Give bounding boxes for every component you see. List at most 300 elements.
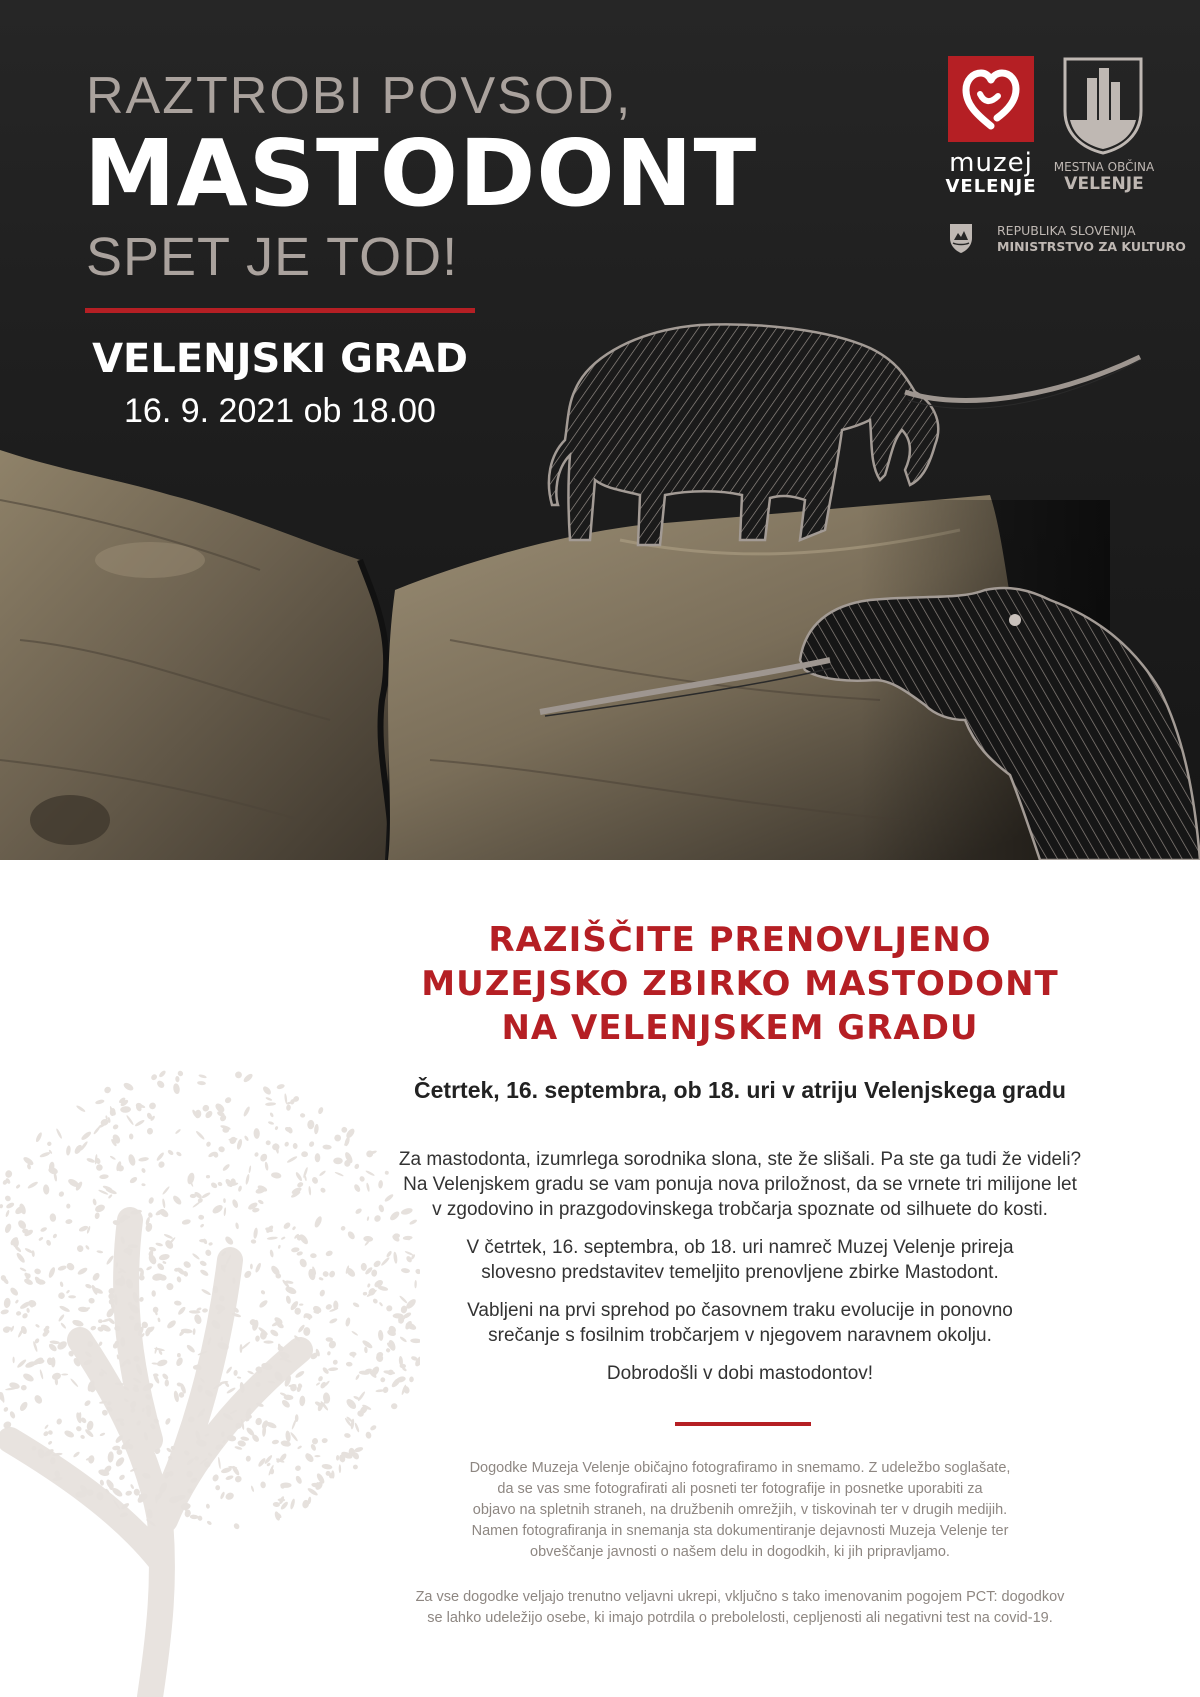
- tree-speckle: [83, 1399, 91, 1407]
- tree-speckle: [66, 1203, 70, 1208]
- tree-speckle: [162, 1260, 167, 1264]
- tree-speckle: [282, 1221, 291, 1230]
- pct-note: [390, 1587, 1090, 1629]
- tree-speckle: [158, 1253, 170, 1261]
- tree-speckle: [141, 1183, 146, 1186]
- tree-speckle: [223, 1198, 226, 1203]
- headline-mastodont: MASTODONT: [84, 120, 758, 227]
- tree-speckle: [9, 1410, 16, 1419]
- tree-speckle: [206, 1520, 212, 1526]
- tree-speckle: [294, 1370, 305, 1379]
- tree-speckle: [193, 1313, 203, 1325]
- tree-speckle: [250, 1485, 254, 1492]
- tree-speckle: [21, 1312, 29, 1319]
- tree-speckle: [226, 1387, 236, 1395]
- tree-speckle: [126, 1115, 135, 1126]
- tree-speckle: [284, 1141, 290, 1147]
- tree-speckle: [199, 1260, 207, 1267]
- tree-speckle: [223, 1207, 226, 1216]
- tree-speckle: [258, 1299, 269, 1309]
- tree-speckle: [182, 1260, 192, 1269]
- note-line: objavo na spletnih straneh, na družbenih omrežjih, v tiskovinah ter v drugih medijih.: [472, 1502, 1008, 1518]
- tree-speckle: [31, 1250, 35, 1257]
- tree-speckle: [316, 1382, 321, 1386]
- tree-speckle: [382, 1386, 389, 1394]
- text-line: Za mastodonta, izumrlega sorodnika slona, ste že slišali. Pa ste ga tudi že videli?: [398, 1149, 1082, 1170]
- tree-speckle: [318, 1277, 323, 1281]
- tree-speckle: [66, 1289, 71, 1294]
- tree-speckle: [222, 1163, 231, 1172]
- tree-speckle: [158, 1070, 167, 1079]
- tree-speckle: [333, 1134, 342, 1143]
- tree-speckle: [257, 1199, 264, 1205]
- tree-speckle: [289, 1498, 295, 1510]
- tree-speckle: [156, 1079, 166, 1089]
- tree-speckle: [281, 1399, 292, 1409]
- headline-line1: RAZTROBI POVSOD,: [86, 67, 633, 125]
- tree-speckle: [166, 1319, 178, 1330]
- tree-speckle: [299, 1395, 306, 1406]
- tree-speckle: [300, 1113, 306, 1118]
- tree-speckle: [269, 1112, 274, 1118]
- tree-speckle: [361, 1263, 367, 1271]
- tree-speckle: [268, 1121, 275, 1126]
- tree-speckle: [311, 1437, 318, 1445]
- tree-speckle: [308, 1186, 311, 1196]
- tree-speckle: [285, 1295, 291, 1304]
- tree-speckle: [55, 1128, 62, 1139]
- tree-speckle: [294, 1465, 301, 1472]
- tree-speckle: [206, 1503, 211, 1509]
- tree-speckle: [322, 1392, 330, 1404]
- tree-speckle: [297, 1445, 302, 1450]
- note-line: da se vas sme fotografirati ali posneti ter fotografije in posnetke uporabiti za: [497, 1481, 983, 1497]
- tree-speckle: [192, 1328, 195, 1335]
- tree-speckle: [341, 1126, 348, 1133]
- tree-speckle: [267, 1236, 278, 1240]
- tree-speckle: [217, 1181, 223, 1187]
- tree-speckle: [198, 1214, 204, 1220]
- tree-speckle: [294, 1308, 301, 1315]
- tree-speckle: [329, 1317, 338, 1324]
- tree-speckle: [276, 1083, 285, 1090]
- tree-speckle: [233, 1522, 241, 1530]
- tree-speckle: [87, 1489, 94, 1496]
- tree-speckle: [271, 1439, 279, 1445]
- tree-speckle: [254, 1262, 262, 1273]
- paragraph-invite: [370, 1298, 1110, 1348]
- tree-speckle: [359, 1175, 366, 1182]
- text-line: Na Velenjskem gradu se vam ponuja nova priložnost, da se vrnete tri milijone let: [403, 1174, 1077, 1195]
- tree-speckle: [200, 1223, 205, 1228]
- tree-speckle: [237, 1440, 247, 1448]
- tree-speckle: [296, 1181, 304, 1188]
- city-crest-icon: [1062, 56, 1144, 156]
- tree-speckle: [365, 1431, 372, 1439]
- tree-speckle: [281, 1236, 286, 1240]
- tree-speckle: [265, 1097, 272, 1102]
- tree-speckle: [247, 1370, 254, 1375]
- tree-speckle: [172, 1083, 180, 1095]
- tree-speckle: [224, 1096, 233, 1104]
- tree-speckle: [156, 1358, 168, 1367]
- muzej-velenje-word: VELENJE: [945, 176, 1037, 197]
- tree-speckle: [146, 1265, 153, 1271]
- tree-speckle: [156, 1151, 165, 1161]
- paragraph-intro: [370, 1147, 1110, 1222]
- tree-speckle: [260, 1481, 266, 1488]
- tree-speckle: [355, 1374, 360, 1381]
- tree-speckle: [68, 1295, 76, 1298]
- tree-speckle: [34, 1268, 42, 1275]
- tree-speckle: [58, 1190, 65, 1197]
- tree-speckle: [176, 1276, 182, 1283]
- tree-speckle: [340, 1225, 347, 1231]
- tree-speckle: [88, 1297, 95, 1304]
- tree-speckle: [317, 1375, 324, 1382]
- tree-speckle: [295, 1171, 303, 1182]
- tree-speckle: [76, 1104, 86, 1112]
- tree-speckle: [5, 1387, 17, 1391]
- tree-speckle: [164, 1417, 171, 1425]
- tree-speckle: [332, 1359, 338, 1366]
- headline-line3: SPET JE TOD!: [86, 227, 459, 287]
- tree-speckle: [292, 1226, 297, 1231]
- tree-speckle: [22, 1372, 35, 1383]
- tree-speckle: [259, 1330, 267, 1340]
- tree-speckle: [211, 1473, 219, 1482]
- tree-speckle: [295, 1414, 299, 1422]
- tree-speckle: [151, 1290, 156, 1297]
- tree-speckle: [231, 1199, 239, 1209]
- text-line: V četrtek, 16. septembra, ob 18. uri namreč Muzej Velenje prireja: [466, 1237, 1014, 1258]
- tree-speckle: [325, 1250, 334, 1258]
- ministry-line1: REPUBLIKA SLOVENIJA: [997, 223, 1136, 238]
- tree-speckle: [95, 1099, 105, 1105]
- tree-speckle: [96, 1250, 103, 1254]
- tree-speckle: [173, 1390, 180, 1402]
- paragraph-event: [370, 1235, 1110, 1285]
- tree-speckle: [295, 1475, 303, 1485]
- tree-speckle: [5, 1210, 10, 1218]
- tree-speckle: [208, 1242, 213, 1246]
- tree-speckle: [304, 1452, 316, 1464]
- tree-speckle: [109, 1155, 116, 1160]
- tree-speckle: [270, 1468, 274, 1474]
- tree-speckle: [192, 1252, 201, 1260]
- title-line: NA VELENJSKEM GRADU: [501, 1008, 979, 1048]
- tree-speckle: [328, 1270, 336, 1278]
- tree-speckle: [35, 1132, 43, 1143]
- tree-speckle: [303, 1327, 311, 1336]
- heart-logo-icon: [948, 56, 1034, 142]
- tree-speckle: [15, 1299, 20, 1304]
- tree-illustration: [0, 1040, 420, 1697]
- obcina-word: MESTNA OBČINA: [1053, 160, 1155, 174]
- text-line: v zgodovino in prazgodovinskega trobčarja spoznate od silhuete do kosti.: [432, 1199, 1048, 1220]
- tree-speckle: [114, 1456, 126, 1468]
- tree-speckle: [264, 1161, 269, 1170]
- tree-speckle: [148, 1101, 157, 1110]
- tree-speckle: [47, 1266, 56, 1278]
- tree-speckle: [369, 1424, 377, 1431]
- tree-speckle: [201, 1288, 212, 1296]
- tree-speckle: [269, 1328, 279, 1337]
- tree-speckle: [18, 1400, 29, 1412]
- tree-speckle: [26, 1308, 30, 1314]
- tree-speckle: [354, 1422, 360, 1432]
- tree-speckle: [59, 1305, 71, 1313]
- tree-speckle: [197, 1081, 206, 1086]
- tree-speckle: [56, 1418, 63, 1426]
- obcina-velenje-word: VELENJE: [1064, 174, 1144, 194]
- tree-speckle: [12, 1357, 14, 1364]
- tree-speckle: [210, 1181, 218, 1189]
- tree-speckle: [3, 1297, 11, 1308]
- tree-speckle: [138, 1156, 149, 1162]
- tree-speckle: [49, 1213, 56, 1222]
- tree-speckle: [186, 1344, 196, 1354]
- tree-speckle: [177, 1353, 181, 1357]
- text-line: srečanje s fosilnim trobčarjem v njegovem naravnem okolju.: [488, 1325, 992, 1346]
- tree-speckle: [321, 1438, 328, 1444]
- tree-speckle: [278, 1245, 281, 1249]
- tree-speckle: [9, 1286, 20, 1297]
- tree-speckle: [0, 1204, 4, 1209]
- tree-speckle: [190, 1514, 199, 1519]
- tree-speckle: [201, 1191, 211, 1199]
- tree-speckle: [204, 1249, 212, 1257]
- event-datetime: 16. 9. 2021 ob 18.00: [124, 392, 436, 430]
- note-line: Dogodke Muzeja Velenje običajno fotografiramo in snemamo. Z udeležbo soglašate,: [469, 1460, 1011, 1476]
- tree-speckle: [255, 1335, 260, 1342]
- tree-speckle: [219, 1491, 225, 1500]
- tree-speckle: [40, 1226, 48, 1232]
- tree-speckle: [235, 1222, 239, 1229]
- tree-speckle: [39, 1369, 44, 1379]
- tree-speckle: [57, 1265, 67, 1272]
- tree-speckle: [129, 1176, 138, 1185]
- tree-speckle: [61, 1373, 68, 1375]
- tree-speckle: [307, 1120, 314, 1130]
- tree-speckle: [271, 1172, 282, 1180]
- tree-speckle: [85, 1283, 93, 1289]
- tree-speckle: [234, 1070, 244, 1080]
- tree-speckle: [130, 1484, 135, 1490]
- tree-speckle: [47, 1141, 52, 1146]
- tree-speckle: [224, 1491, 235, 1501]
- tree-speckle: [157, 1160, 165, 1169]
- tree-speckle: [76, 1244, 85, 1253]
- tree-speckle: [351, 1330, 358, 1336]
- tree-speckle: [310, 1443, 317, 1451]
- tree-speckle: [319, 1187, 326, 1194]
- tree-speckle: [245, 1174, 250, 1185]
- tree-speckle: [286, 1155, 298, 1163]
- tree-speckle: [285, 1430, 291, 1442]
- note-line: se lahko udeležijo osebe, ki imajo potrdila o prebolelosti, cepljenosti ali negativni test na covid-19.: [427, 1610, 1053, 1626]
- tree-speckle: [45, 1239, 52, 1246]
- tree-speckle: [265, 1102, 276, 1106]
- paragraph-welcome: [370, 1361, 1110, 1386]
- tree-speckle: [298, 1258, 308, 1269]
- tree-speckle: [353, 1183, 362, 1193]
- tree-speckle: [85, 1244, 90, 1250]
- tree-speckle: [107, 1451, 114, 1463]
- tree-speckle: [3, 1406, 9, 1413]
- tree-speckle: [59, 1281, 64, 1287]
- tree-speckle: [251, 1239, 257, 1244]
- tree-speckle: [218, 1146, 226, 1153]
- tree-speckle: [150, 1073, 158, 1081]
- tree-speckle: [103, 1086, 112, 1095]
- tree-speckle: [327, 1351, 331, 1356]
- tree-speckle: [301, 1151, 308, 1157]
- tree-speckle: [319, 1170, 327, 1177]
- tree-speckle: [346, 1230, 356, 1241]
- tree-speckle: [314, 1455, 320, 1457]
- tree-speckle: [246, 1456, 251, 1462]
- tree-speckle: [339, 1464, 342, 1473]
- tree-speckle: [292, 1143, 297, 1149]
- tree-speckle: [108, 1194, 113, 1199]
- text-line: slovesno predstavitev temeljito prenovljene zbirke Mastodont.: [481, 1262, 999, 1283]
- tree-speckle: [47, 1429, 53, 1435]
- tree-speckle: [175, 1128, 182, 1134]
- tree-speckle: [266, 1140, 271, 1145]
- tree-speckle: [118, 1474, 126, 1481]
- text-line: Dobrodošli v dobi mastodontov!: [606, 1363, 874, 1384]
- tree-speckle: [336, 1455, 339, 1461]
- tree-speckle: [172, 1194, 183, 1206]
- tree-speckle: [27, 1181, 39, 1190]
- tree-speckle: [181, 1218, 191, 1225]
- tree-speckle: [224, 1235, 235, 1246]
- hero-divider: [85, 308, 475, 313]
- muzej-word: muzej: [949, 148, 1033, 178]
- tree-speckle: [19, 1267, 26, 1272]
- tree-speckle: [273, 1502, 281, 1508]
- tree-speckle: [175, 1356, 184, 1367]
- tree-speckle: [313, 1215, 323, 1228]
- tree-speckle: [225, 1475, 234, 1481]
- tree-speckle: [346, 1362, 353, 1367]
- tree-speckle: [242, 1106, 251, 1117]
- tree-speckle: [99, 1174, 109, 1179]
- tree-speckle: [322, 1366, 330, 1375]
- tree-speckle: [163, 1233, 173, 1240]
- tree-speckle: [315, 1153, 321, 1162]
- tree-speckle: [80, 1434, 86, 1439]
- tree-speckle: [345, 1397, 358, 1410]
- tree-speckle: [107, 1317, 115, 1325]
- title-line: MUZEJSKO ZBIRKO MASTODONT: [421, 964, 1059, 1004]
- tree-speckle: [94, 1212, 100, 1219]
- tree-speckle: [215, 1485, 220, 1490]
- tree-speckle: [174, 1300, 182, 1306]
- tree-speckle: [263, 1340, 273, 1343]
- tree-speckle: [233, 1370, 238, 1376]
- tree-speckle: [141, 1167, 147, 1173]
- tree-speckle: [284, 1285, 297, 1295]
- tree-speckle: [391, 1403, 398, 1410]
- tree-speckle: [4, 1194, 12, 1202]
- tree-speckle: [80, 1130, 92, 1141]
- tree-speckle: [58, 1314, 66, 1323]
- tree-speckle: [344, 1433, 351, 1439]
- tree-speckle: [248, 1165, 251, 1173]
- tree-speckle: [205, 1141, 211, 1147]
- tree-speckle: [134, 1119, 145, 1127]
- tree-speckle: [262, 1085, 273, 1096]
- tree-speckle: [77, 1266, 89, 1276]
- tree-speckle: [92, 1198, 97, 1205]
- tree-speckle: [198, 1074, 207, 1079]
- tree-speckle: [47, 1440, 52, 1445]
- title-line: RAZIŠČITE PRENOVLJENO: [488, 920, 992, 960]
- tree-speckle: [195, 1130, 205, 1140]
- tree-speckle: [44, 1424, 49, 1430]
- tree-speckle: [237, 1376, 241, 1379]
- tree-speckle: [243, 1269, 253, 1279]
- tree-speckle: [5, 1170, 13, 1179]
- tree-speckle: [354, 1446, 364, 1453]
- tree-speckle: [86, 1157, 95, 1164]
- tree-speckle: [322, 1144, 332, 1149]
- tree-speckle: [321, 1463, 332, 1470]
- tree-speckle: [16, 1311, 22, 1316]
- tree-speckle: [38, 1236, 44, 1241]
- tree-speckle: [98, 1319, 102, 1323]
- tree-speckle: [225, 1366, 233, 1374]
- tree-speckle: [52, 1233, 58, 1239]
- note-line: obveščanje javnosti o našem delu in dogodkih, ki jih pripravljamo.: [530, 1544, 950, 1560]
- tree-speckle: [4, 1223, 13, 1234]
- tree-speckle: [5, 1201, 15, 1209]
- tree-speckle: [308, 1140, 315, 1147]
- tree-speckle: [299, 1303, 304, 1306]
- tree-speckle: [260, 1289, 266, 1295]
- tree-speckle: [148, 1196, 155, 1204]
- tree-speckle: [354, 1207, 362, 1215]
- tree-speckle: [363, 1292, 368, 1296]
- section-divider: [675, 1422, 811, 1426]
- tree-speckle: [284, 1093, 288, 1104]
- tree-speckle: [319, 1289, 326, 1297]
- tree-speckle: [60, 1322, 67, 1329]
- tree-speckle: [352, 1302, 360, 1309]
- tree-speckle: [250, 1264, 253, 1270]
- tree-speckle: [127, 1153, 136, 1166]
- tree-speckle: [63, 1429, 75, 1439]
- tree-speckle: [75, 1425, 82, 1432]
- tree-speckle: [253, 1227, 259, 1239]
- tree-speckle: [218, 1457, 222, 1469]
- tree-speckle: [162, 1186, 171, 1196]
- ministry-line2: MINISTRSTVO ZA KULTURO: [997, 239, 1186, 254]
- tree-speckle: [259, 1152, 269, 1162]
- tree-speckle: [155, 1242, 163, 1247]
- tree-speckle: [290, 1431, 299, 1442]
- tree-speckle: [274, 1126, 278, 1131]
- tree-speckle: [161, 1372, 169, 1380]
- text-line: Vabljeni na prvi sprehod po časovnem traku evolucije in ponovno: [467, 1300, 1013, 1321]
- tree-speckle: [286, 1104, 291, 1111]
- tree-speckle: [58, 1292, 66, 1300]
- tree-speckle: [99, 1432, 105, 1437]
- tree-speckle: [333, 1158, 343, 1165]
- tree-speckle: [21, 1385, 27, 1391]
